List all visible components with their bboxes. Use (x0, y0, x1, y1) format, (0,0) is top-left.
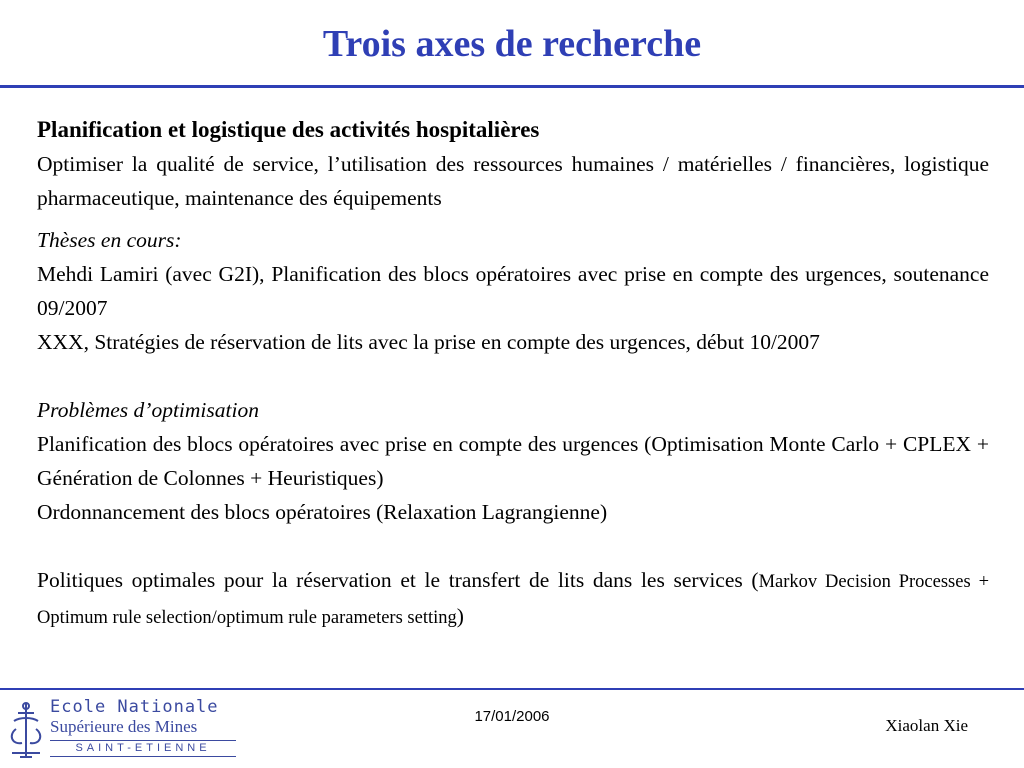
problem-item-2: Ordonnancement des blocs opératoires (Relaxation Lagrangienne) (37, 500, 608, 524)
school-logo (6, 697, 236, 763)
spacer (37, 529, 989, 563)
footer-date: 17/01/2006 (474, 708, 550, 725)
section3-heading: Problèmes d’optimisation (37, 398, 259, 422)
slide-content (37, 113, 989, 635)
footer-author: Xiaolan Xie (885, 716, 968, 735)
spacer (37, 215, 989, 223)
policy-paragraph (37, 563, 989, 635)
title-divider (0, 85, 1024, 88)
logo-line-3: SAINT-ETIENNE (50, 740, 236, 757)
logo-line-1: Ecole Nationale (50, 697, 219, 717)
slide-title: Trois axes de recherche (322, 23, 702, 65)
policy-methods: Markov Decision Processes + Optimum rule selection/optimum rule parameters setting (37, 572, 990, 628)
section1-heading: Planification et logistique des activités hospitalières (37, 117, 540, 142)
policy-text: Politiques optimales pour la réservation et le transfert de lits dans les services ( (37, 568, 759, 592)
logo-line-2: Supérieure des Mines (50, 717, 198, 736)
logo-text (50, 697, 236, 757)
thesis-item-2: XXX, Stratégies de réservation de lits avec la prise en compte des urgences, début 10/2007 (37, 330, 820, 354)
footer-divider (0, 688, 1024, 690)
spacer (37, 359, 989, 393)
policy-close: ) (456, 604, 464, 628)
section1-text: Optimiser la qualité de service, l’utilisation des ressources humaines / matérielles / financières, logistique pharmaceutique, maintenance des équipements (37, 152, 989, 210)
thesis-item-1: Mehdi Lamiri (avec G2I), Planification des blocs opératoires avec prise en compte des urgences, soutenance 09/2007 (37, 262, 989, 320)
section2-heading: Thèses en cours: (37, 228, 182, 252)
problem-item-1: Planification des blocs opératoires avec prise en compte des urgences (Optimisation Monte Carlo + CPLEX + Génération de Colonnes + Heuristiques) (37, 432, 989, 490)
